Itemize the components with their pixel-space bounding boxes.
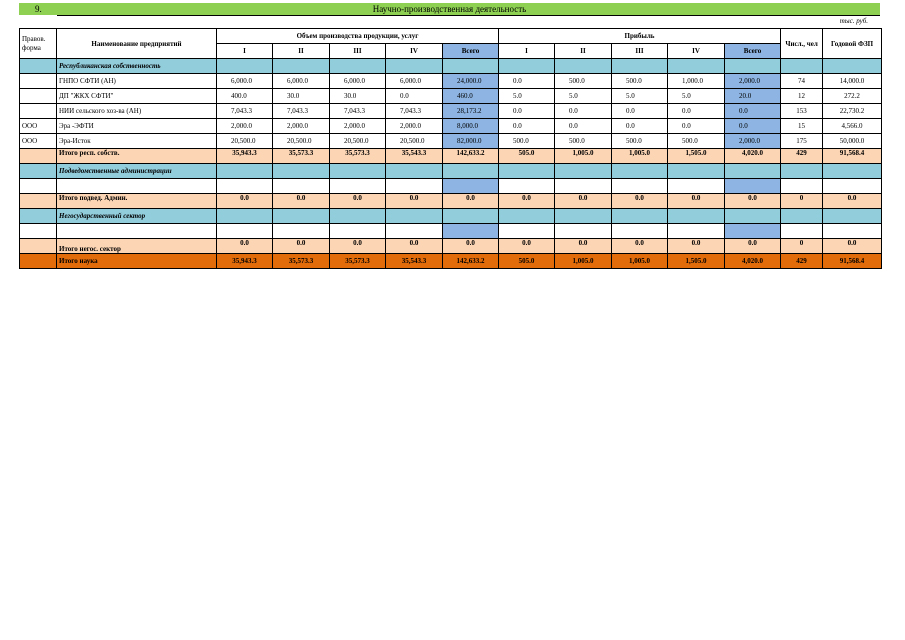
col-profit-q2: II	[555, 44, 612, 59]
subtotal-row-subordinate	[20, 194, 882, 209]
cell: 30.0	[273, 89, 330, 104]
cell: 0.0	[217, 194, 273, 209]
cell: 15	[781, 119, 823, 134]
cell: 0.0	[555, 194, 612, 209]
cell: 20,500.0	[273, 134, 330, 149]
cell: 1,505.0	[668, 149, 725, 164]
cell: 22,730.2	[823, 104, 882, 119]
col-profit-q1: I	[499, 44, 555, 59]
cell: 0.0	[668, 194, 725, 209]
cell: НИИ сельского хоз-ва (АН)	[57, 104, 217, 119]
cell: 30.0	[330, 89, 386, 104]
cell: 0.0	[668, 104, 725, 119]
col-profit-q3: III	[612, 44, 668, 59]
cell: 7,043.3	[386, 104, 443, 119]
cell: 1,005.0	[555, 254, 612, 269]
cell: 20,500.0	[217, 134, 273, 149]
cell: 35,543.3	[386, 149, 443, 164]
table-row	[20, 89, 882, 104]
title-bar	[19, 3, 880, 15]
table-row	[20, 134, 882, 149]
cell: 12	[781, 89, 823, 104]
cell: 505.0	[499, 254, 555, 269]
cell: ООО	[20, 119, 57, 134]
subtotal-row-republic	[20, 149, 882, 164]
cell: 0.0	[217, 239, 273, 254]
cell: 0.0	[499, 194, 555, 209]
subtotal-label: Итого подвед. Админ.	[57, 194, 217, 209]
cell: 8,000.0	[443, 119, 499, 134]
cell: 20,500.0	[386, 134, 443, 149]
units-label: тыс. руб.	[839, 17, 868, 25]
cell: 0.0	[612, 194, 668, 209]
cell: 0.0	[273, 194, 330, 209]
cell: Эра-Исток	[57, 134, 217, 149]
subtotal-label: Итого негос. сектор	[57, 239, 217, 254]
cell: 142,633.2	[443, 149, 499, 164]
cell: 35,543.3	[386, 254, 443, 269]
cell: 5.0	[612, 89, 668, 104]
cell: 0.0	[273, 239, 330, 254]
cell: 0.0	[823, 239, 882, 254]
cell: 142,633.2	[443, 254, 499, 269]
section-label: Республиканская собственность	[57, 59, 217, 74]
cell: 35,573.3	[330, 149, 386, 164]
cell: 500.0	[612, 74, 668, 89]
cell: 0.0	[725, 119, 781, 134]
cell: 0.0	[499, 74, 555, 89]
grand-total-row	[20, 254, 882, 269]
cell: 5.0	[668, 89, 725, 104]
cell	[20, 104, 57, 119]
title-underline	[57, 15, 880, 16]
section-number: 9.	[35, 4, 42, 14]
cell: 14,000.0	[823, 74, 882, 89]
section-label: Негосударственный сектор	[57, 209, 217, 224]
cell: 91,568.4	[823, 254, 882, 269]
cell: 500.0	[612, 134, 668, 149]
cell: 0.0	[386, 194, 443, 209]
cell: 505.0	[499, 149, 555, 164]
cell: 0.0	[668, 239, 725, 254]
cell: 91,568.4	[823, 149, 882, 164]
cell: 2,000.0	[217, 119, 273, 134]
cell: 28,173.2	[443, 104, 499, 119]
cell: 0.0	[725, 239, 781, 254]
science-activity-table	[19, 28, 882, 269]
section-label: Подведомственные администрации	[57, 164, 217, 179]
cell: 0.0	[612, 104, 668, 119]
cell: 2,000.0	[725, 74, 781, 89]
cell: 0.0	[612, 239, 668, 254]
cell: 6,000.0	[386, 74, 443, 89]
cell: ДП "ЖКХ СФТИ"	[57, 89, 217, 104]
cell: 500.0	[668, 134, 725, 149]
cell: 0.0	[499, 239, 555, 254]
cell: 0.0	[725, 194, 781, 209]
cell: 50,000.0	[823, 134, 882, 149]
table-row	[20, 74, 882, 89]
cell: 0.0	[555, 119, 612, 134]
cell: 0.0	[386, 239, 443, 254]
cell: 0.0	[386, 89, 443, 104]
cell: 5.0	[555, 89, 612, 104]
col-name: Наименование предприятий	[57, 29, 217, 59]
cell: ООО	[20, 134, 57, 149]
cell: 500.0	[555, 74, 612, 89]
cell: 460.0	[443, 89, 499, 104]
col-headcount: Числ., чел	[781, 29, 823, 59]
cell: 4,566.0	[823, 119, 882, 134]
cell: 20,500.0	[330, 134, 386, 149]
cell	[20, 89, 57, 104]
cell: 4,020.0	[725, 254, 781, 269]
cell: 0.0	[555, 104, 612, 119]
cell: 2,000.0	[725, 134, 781, 149]
cell: 35,943.3	[217, 149, 273, 164]
cell: 82,000.0	[443, 134, 499, 149]
cell: 20.0	[725, 89, 781, 104]
cell: 0.0	[330, 194, 386, 209]
cell: 0.0	[823, 194, 882, 209]
empty-row	[20, 224, 882, 239]
cell: 4,020.0	[725, 149, 781, 164]
cell: 0	[781, 194, 823, 209]
cell: 0.0	[612, 119, 668, 134]
col-profit-total: Всего	[725, 44, 781, 59]
cell: 0.0	[499, 119, 555, 134]
section-row-subordinate	[20, 164, 882, 179]
cell: 272.2	[823, 89, 882, 104]
cell: 1,005.0	[612, 254, 668, 269]
cell: 429	[781, 254, 823, 269]
cell: 175	[781, 134, 823, 149]
cell: 1,005.0	[612, 149, 668, 164]
cell: 400.0	[217, 89, 273, 104]
cell: 500.0	[555, 134, 612, 149]
page-title: Научно-производственная деятельность	[372, 4, 527, 14]
col-production-group: Объем производства продукции, услуг	[217, 29, 499, 44]
cell: 0.0	[330, 239, 386, 254]
cell: 2,000.0	[330, 119, 386, 134]
subtotal-label: Итого респ. собств.	[57, 149, 217, 164]
table-row	[20, 104, 882, 119]
cell: 0.0	[443, 194, 499, 209]
cell: 0.0	[725, 104, 781, 119]
col-profit-group: Прибыль	[499, 29, 781, 44]
col-legal-form: Правов. форма	[20, 29, 57, 59]
cell: 35,943.3	[217, 254, 273, 269]
cell: 2,000.0	[273, 119, 330, 134]
col-prod-q3: III	[330, 44, 386, 59]
cell: 35,573.3	[330, 254, 386, 269]
section-row-nonstate	[20, 209, 882, 224]
subtotal-row-nonstate	[20, 239, 882, 254]
grand-total-label: Итого наука	[57, 254, 217, 269]
cell: 6,000.0	[273, 74, 330, 89]
col-prod-q1: I	[217, 44, 273, 59]
col-prod-q2: II	[273, 44, 330, 59]
col-profit-q4: IV	[668, 44, 725, 59]
cell: 0	[781, 239, 823, 254]
empty-row	[20, 179, 882, 194]
cell: 7,043.3	[217, 104, 273, 119]
cell: 1,005.0	[555, 149, 612, 164]
table-row	[20, 119, 882, 134]
cell: 0.0	[499, 104, 555, 119]
col-annual-wage: Годовой ФЗП	[823, 29, 882, 59]
cell: 0.0	[555, 239, 612, 254]
cell: 35,573.3	[273, 254, 330, 269]
cell: ГНПО СФТИ (АН)	[57, 74, 217, 89]
col-prod-q4: IV	[386, 44, 443, 59]
cell: 7,043.3	[273, 104, 330, 119]
cell: 74	[781, 74, 823, 89]
col-prod-total: Всего	[443, 44, 499, 59]
cell: 0.0	[443, 239, 499, 254]
cell: 6,000.0	[330, 74, 386, 89]
cell: 7,043.3	[330, 104, 386, 119]
cell: 35,573.3	[273, 149, 330, 164]
cell: Эра -ЭФТИ	[57, 119, 217, 134]
cell: 429	[781, 149, 823, 164]
cell: 6,000.0	[217, 74, 273, 89]
cell: 153	[781, 104, 823, 119]
cell: 0.0	[668, 119, 725, 134]
cell: 1,505.0	[668, 254, 725, 269]
section-row-republic	[20, 59, 882, 74]
cell: 1,000.0	[668, 74, 725, 89]
cell: 24,000.0	[443, 74, 499, 89]
cell: 5.0	[499, 89, 555, 104]
cell: 500.0	[499, 134, 555, 149]
cell: 2,000.0	[386, 119, 443, 134]
cell	[20, 74, 57, 89]
